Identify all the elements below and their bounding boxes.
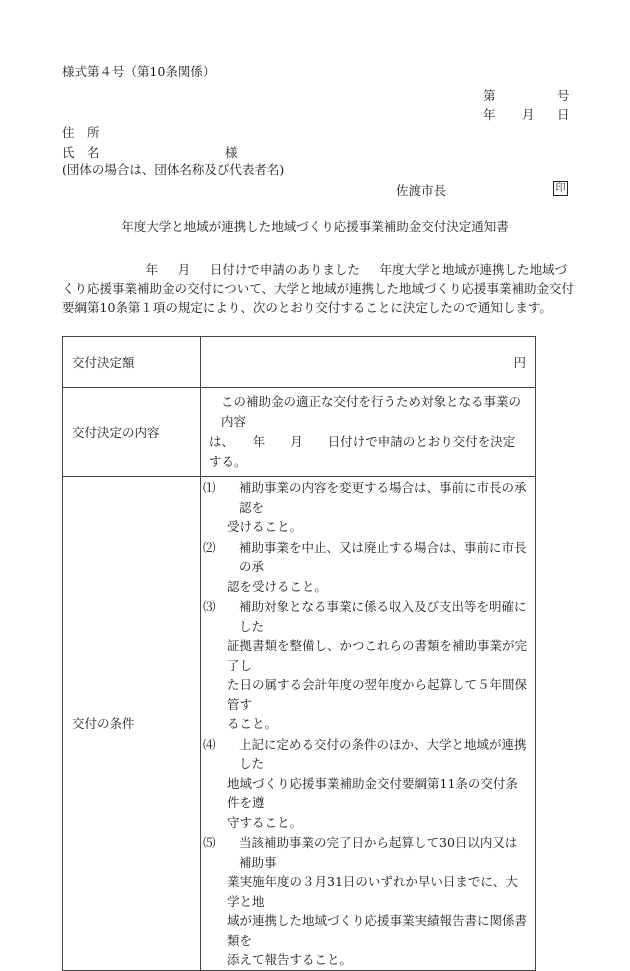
condition-line	[203, 911, 529, 950]
condition-text: 業実施年度の３月31日のいずれか早い日までに、大学と地	[227, 874, 518, 909]
condition-number	[203, 911, 227, 950]
body-line-2: くり応援事業補助金の交付について、大学と地域が連携した地域づくり応援事業補助金交付	[62, 281, 575, 296]
condition-number	[203, 950, 227, 970]
condition-line	[203, 577, 529, 597]
condition-line	[203, 517, 529, 537]
name-label: 氏 名	[62, 145, 100, 160]
body-day-applied: 日付けで申請のありました	[209, 262, 360, 277]
form-number: 様式第４号（第10条関係）	[62, 64, 216, 79]
condition-number: ⑴	[203, 480, 216, 495]
condition-number	[203, 675, 227, 714]
condition-text: 証拠書類を整備し、かつこれらの書類を補助事業が完了し	[227, 638, 528, 673]
address-label: 住 所	[62, 125, 100, 140]
seal-stamp: 印	[553, 181, 568, 196]
body-fiscal-year-text: 年度大学と地域が連携した地域づ	[379, 262, 567, 277]
condition-line	[203, 735, 529, 774]
condition-text: 当該補助事業の完了日から起算して30日以内又は補助事	[239, 835, 518, 870]
condition-number	[203, 636, 227, 675]
condition-number	[203, 577, 227, 597]
document-number-prefix: 第	[483, 88, 496, 103]
condition-number	[203, 813, 227, 833]
condition-line	[203, 597, 529, 636]
date-day-label: 日	[557, 107, 570, 122]
condition-line	[203, 813, 529, 833]
body-line-1	[62, 260, 567, 279]
body-line-3: 要綱第10条第１項の規定により、次のとおり交付することに決定したので通知します。	[62, 300, 552, 315]
condition-line	[203, 636, 529, 675]
condition-text: た日の属する会計年度の翌年度から起算して５年間保管す	[227, 677, 528, 712]
body-year-label: 年	[145, 262, 159, 277]
condition-line	[203, 950, 529, 970]
conditions-list	[201, 477, 536, 971]
condition-text: ること。	[227, 716, 278, 731]
date-month-label: 月	[522, 107, 535, 122]
decision-content-line-1: この補助金の適正な交付を行うため対象となる事業の内容	[221, 394, 522, 429]
condition-number	[203, 774, 227, 813]
condition-number	[203, 872, 227, 911]
condition-line	[203, 538, 529, 577]
condition-text: 補助対象となる事業に係る収入及び支出等を明確にした	[239, 599, 527, 634]
date-year-label: 年	[483, 107, 496, 122]
decision-amount-label: 交付決定額	[63, 337, 201, 388]
condition-number	[203, 714, 227, 734]
condition-line	[203, 478, 529, 517]
decision-amount-value: 円	[201, 337, 536, 388]
condition-number: ⑷	[203, 736, 216, 752]
condition-number	[203, 517, 227, 537]
condition-line	[203, 872, 529, 911]
document-number-suffix: 号	[557, 88, 570, 103]
decision-table	[62, 336, 536, 971]
sender-mayor: 佐渡市長	[396, 183, 447, 198]
condition-line	[203, 833, 529, 872]
condition-text: 受けること。	[227, 519, 303, 534]
condition-line	[203, 774, 529, 813]
table-row	[63, 477, 536, 971]
body-month-label: 月	[177, 262, 191, 277]
condition-item	[203, 538, 529, 597]
condition-text: 域が連携した地域づくり応援事業実績報告書に関係書類を	[227, 913, 528, 948]
table-row	[63, 337, 536, 388]
condition-text: 認を受けること。	[227, 578, 328, 594]
table-row	[63, 388, 536, 477]
condition-line	[203, 675, 529, 714]
conditions-label: 交付の条件	[63, 477, 201, 971]
honorific-sama: 様	[225, 145, 238, 160]
condition-item	[203, 597, 529, 734]
decision-content-label: 交付決定の内容	[63, 388, 201, 477]
condition-number: ⑵	[203, 539, 216, 555]
condition-item	[203, 833, 529, 970]
condition-item	[203, 478, 529, 537]
condition-text: 地域づくり応援事業補助金交付要綱第11条の交付条件を遵	[227, 775, 518, 810]
condition-line	[203, 714, 529, 734]
condition-text: 補助事業を中止、又は廃止する場合は、事前に市長の承	[239, 539, 527, 574]
decision-content-line-2: は、 年 月 日付けで申請のとおり交付を決定する。	[209, 434, 516, 469]
decision-content-text	[201, 388, 536, 477]
condition-text: 上記に定める交付の条件のほか、大学と地域が連携した	[239, 736, 527, 771]
condition-text: 守すること。	[227, 814, 303, 830]
condition-number: ⑸	[203, 835, 216, 850]
condition-number: ⑶	[203, 599, 216, 614]
organization-note: (団体の場合は、団体名称及び代表者名)	[62, 162, 285, 177]
condition-text: 補助事業の内容を変更する場合は、事前に市長の承認を	[239, 480, 527, 515]
condition-item	[203, 735, 529, 833]
condition-text: 添えて報告すること。	[227, 952, 353, 967]
document-title: 年度大学と地域が連携した地域づくり応援事業補助金交付決定通知書	[121, 219, 509, 234]
